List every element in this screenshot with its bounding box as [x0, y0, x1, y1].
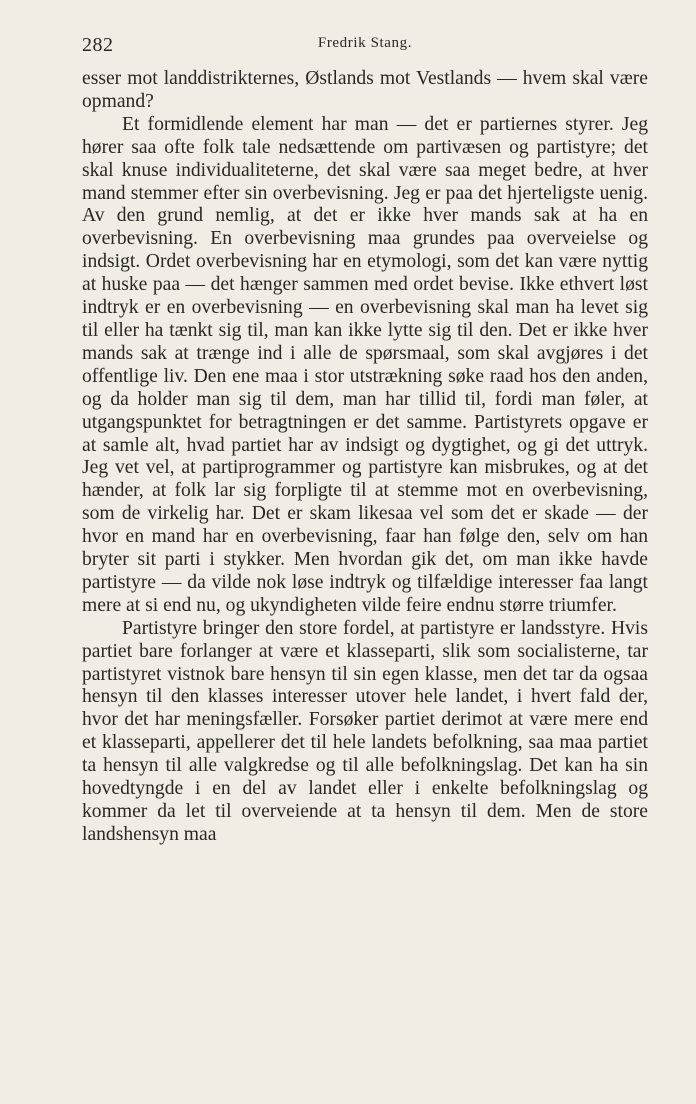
body-text	[82, 68, 648, 847]
paragraph-partistyre: Et formidlende element har man — det er partiernes styrer. Jeg hører saa ofte folk tale nedsættende om partivæsen og partistyre; det skal knuse individualiteterne, det skal være saa meget bedre, at hver mand stemmer efter sin overbevisning. Jeg er paa det hjerteligste uenig. Av den grund nemlig, at det er ikke hver mands sak at ha en overbevisning. En overbevisning maa grundes paa overveielse og indsigt. Ordet overbevisning har en etymologi, som det kan være nyttig at huske paa — det hænger sammen med ordet bevise. Ikke ethvert løst indtryk er en overbevisning — en overbevisning skal man ha levet sig til eller ha tænkt sig til, man kan ikke lytte sig til den. Det er ikke hver mands sak at trænge ind i alle de spørsmaal, som skal avgjøres i det offentlige liv. Den ene maa i stor utstrækning søke raad hos den anden, og da holder man sig til dem, man har tillid til, fordi man føler, at utgangspunktet for betragtningen er det samme. Partistyrets opgave er at samle alt, hvad partiet har av indsigt og dygtighet, og gi det uttryk. Jeg vet vel, at partiprogrammer og partistyre kan misbrukes, og at det hænder, at folk lar sig forpligte til at stemme mot en overbevisning, som de virkelig har. Det er skam likesaa vel som det er skade — der hvor en mand har en overbevisning, faar han følge den, selv om han bryter sit parti i stykker. Men hvordan gik det, om man ikke havde partistyre — da vilde nok løse indtryk og tilfældige interesser faa langt mere at si end nu, og ukyndigheten vilde feire endnu større triumfer.	[82, 113, 648, 616]
page-number: 282	[82, 34, 114, 56]
page-header	[82, 34, 648, 60]
paragraph-landsstyre: Partistyre bringer den store fordel, at partistyre er landsstyre. Hvis partiet bare forlanger at være et klasseparti, slik som socialisterne, tar partistyret vistnok bare hensyn til sin egen klasse, men det tar da ogsaa hensyn til den klasses interesser utover hele landet, i hvert fald der, hvor det har meningsfæller. Forsøker partiet derimot at være mere end et klasseparti, appellerer det til hele landets befolkning, saa maa partiet ta hensyn til alle valgkredse og til alle befolkningslag. Det kan ha sin hovedtyngde i en del av landet eller i enkelte befolkningslag og kommer da let til overveiende at ta hensyn til dem. Men de store landshensyn maa	[82, 617, 648, 845]
paragraph-continuation: esser mot landdistrikternes, Østlands mot Vestlands — hvem skal være opmand?	[82, 68, 648, 112]
running-head: Fredrik Stang.	[317, 35, 413, 51]
